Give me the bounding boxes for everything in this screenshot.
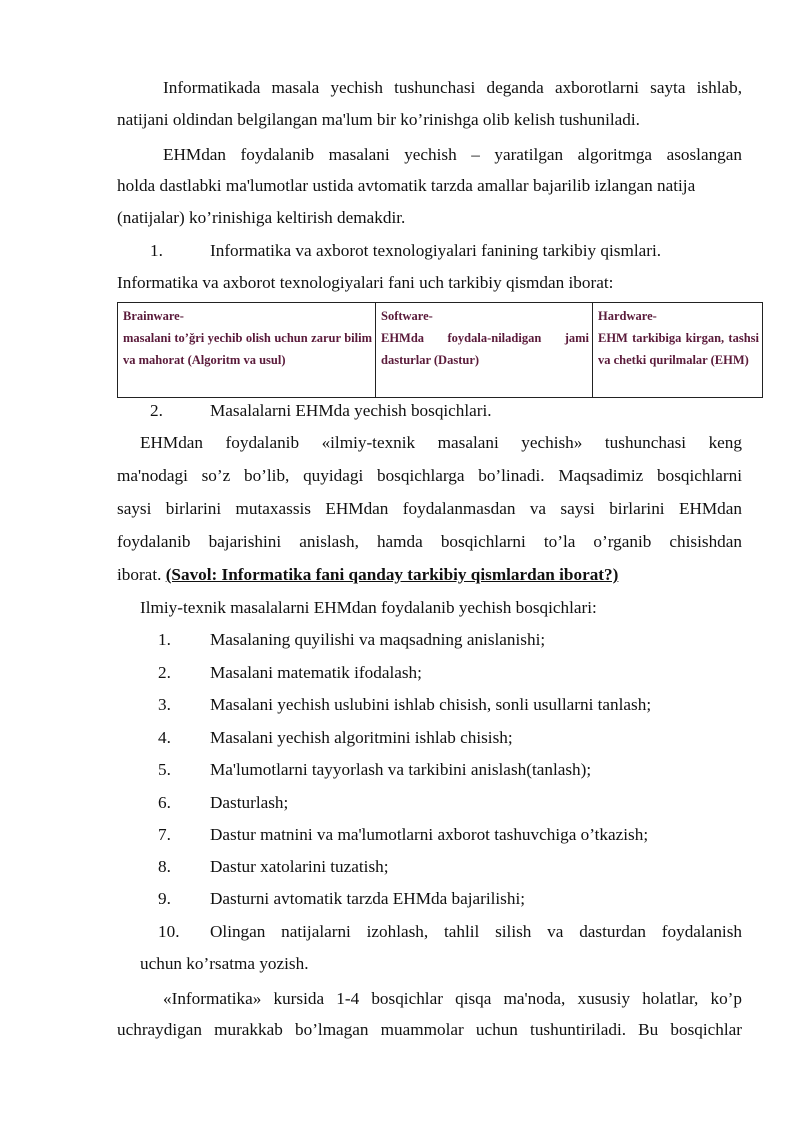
paragraph-line: EHMdan foydalanib «ilmiy-texnik masalani yechish» tushunchasi keng [140, 433, 742, 452]
paragraph-line: natijani oldindan belgilangan ma'lum bir ko’rinishga olib kelish tushuniladi. [117, 110, 640, 129]
step-text: Ma'lumotlarni tayyorlash va tarkibini anislash(tanlash); [210, 760, 592, 779]
step-text: Dasturni avtomatik tarzda EHMda bajarilishi; [210, 889, 526, 908]
paragraph-line: (natijalar) ko’rinishiga keltirish demakdir. [117, 208, 406, 227]
step-number: 9. [158, 889, 171, 908]
step-number: 6. [158, 793, 171, 812]
paragraph-line: foydalanib bajarishini anislash, hamda bosqichlarni to’la o’rganib chisishdan [117, 532, 742, 551]
component-desc: EHM tarkibiga kirgan, tashsi va chetki qurilmalar (EHM) [598, 331, 759, 367]
component-title: Brainware- [123, 309, 184, 323]
step-number: 3. [158, 695, 171, 714]
component-desc: masalani to’ǧri yechib olish uchun zarur bilim va mahorat (Algoritm va usul) [123, 331, 372, 367]
paragraph-end: iborat. [117, 565, 162, 584]
paragraph-line: saysi birlarini mutaxassis EHMdan foydalanmasdan va saysi birlarini EHMdan [117, 499, 742, 518]
section-heading: Informatika va axborot texnologiyalari fanining tarkibiy qismlari. [210, 241, 662, 260]
components-table [117, 302, 763, 398]
step-text: Dasturlash; [210, 793, 289, 812]
component-title: Software- [381, 309, 433, 323]
paragraph-line: EHMdan foydalanib masalani yechish – yaratilgan algoritmga asoslangan [163, 145, 742, 164]
step-number: 4. [158, 728, 171, 747]
step-text: Masalaning quyilishi va maqsadning anislanishi; [210, 630, 546, 649]
step-number: 5. [158, 760, 171, 779]
step-text: Dastur matnini va ma'lumotlarni axborot tashuvchiga o’tkazish; [210, 825, 649, 844]
paragraph-line: Informatikada masala yechish tushunchasi deganda axborotlarni sayta ishlab, [163, 78, 742, 97]
component-cell-brainware [118, 303, 376, 398]
paragraph-line: uchraydigan murakkab bo’lmagan muammolar uchun tushuntiriladi. Bu bosqichlar [117, 1020, 742, 1039]
paragraph-line: holda dastlabki ma'lumotlar ustida avtomatik tarzda amallar bajarilib izlangan natija [117, 176, 696, 195]
step-number: 2. [158, 663, 171, 682]
component-title: Hardware- [598, 309, 657, 323]
section-heading: Masalalarni EHMda yechish bosqichlari. [210, 401, 492, 420]
paragraph-line: «Informatika» kursida 1-4 bosqichlar qisqa ma'noda, xususiy holatlar, ko’p [163, 989, 742, 1008]
step-text: Masalani yechish algoritmini ishlab chisish; [210, 728, 513, 747]
step-number: 8. [158, 857, 171, 876]
step-number: 1. [158, 630, 171, 649]
section-intro: Informatika va axborot texnologiyalari fani uch tarkibiy qismdan iborat: [117, 273, 614, 292]
component-cell-hardware [593, 303, 763, 398]
section-number: 2. [150, 401, 163, 420]
steps-intro: Ilmiy-texnik masalalarni EHMdan foydalanib yechish bosqichlari: [140, 598, 597, 617]
component-cell-software [376, 303, 593, 398]
question-text: (Savol: Informatika fani qanday tarkibiy qismlardan iborat?) [165, 565, 619, 584]
step-text: Dastur xatolarini tuzatish; [210, 857, 389, 876]
step-text: Olingan natijalarni izohlash, tahlil silish va dasturdan foydalanish [210, 922, 742, 941]
step-number: 10. [158, 922, 180, 941]
component-desc: EHMda foydala-niladigan jami dasturlar (Dastur) [381, 331, 589, 367]
paragraph-line [117, 564, 618, 586]
section-number: 1. [150, 241, 163, 260]
step-text: Masalani yechish uslubini ishlab chisish, sonli usullarni tanlash; [210, 695, 652, 714]
paragraph-line: ma'nodagi so’z bo’lib, quyidagi bosqichlarga bo’linadi. Maqsadimiz bosqichlarni [117, 466, 742, 485]
step-text-continued: uchun ko’rsatma yozish. [140, 954, 309, 973]
step-text: Masalani matematik ifodalash; [210, 663, 422, 682]
step-number: 7. [158, 825, 171, 844]
